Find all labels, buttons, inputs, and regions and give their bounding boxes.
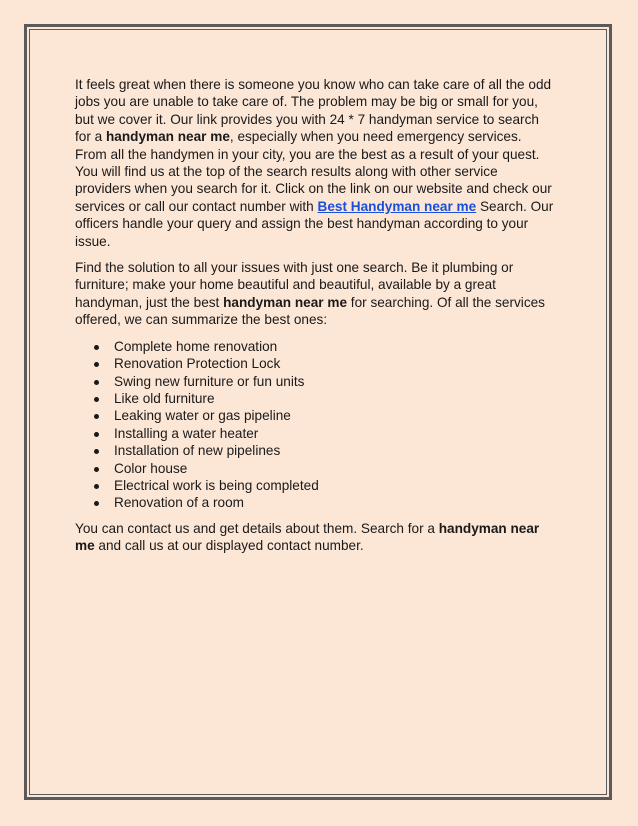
intro-paragraph: [75, 76, 555, 250]
services-list: [75, 338, 555, 512]
document-body: [75, 76, 555, 564]
intro-text-1: It feels great when there is someone you know who can take care of all the odd jobs you are unable to take care of. The problem may be big or small for you, but we cover it. Our link provides you with 24 * 7 handyman service to search for a: [75, 77, 552, 145]
contact-text-2: and call us at our displayed contact number.: [94, 538, 364, 554]
list-item: Leaking water or gas pipeline: [114, 407, 555, 424]
intro-text-3: Search. Our officers handle your query and assign the best handyman according to your issue.: [75, 198, 554, 249]
list-item: Swing new furniture or fun units: [114, 373, 555, 390]
contact-keyword: handyman near me: [75, 520, 540, 554]
list-item: Like old furniture: [114, 390, 555, 407]
list-item: Installation of new pipelines: [114, 442, 555, 459]
list-item: Renovation Protection Lock: [114, 355, 555, 372]
list-item: Color house: [114, 460, 555, 477]
list-item: Installing a water heater: [114, 425, 555, 442]
solution-keyword: handyman near me: [223, 294, 348, 310]
list-item: Electrical work is being completed: [114, 477, 555, 494]
solution-text-1: Find the solution to all your issues with just one search. Be it plumbing or furniture; make your home beautiful and beautiful, available by a great handyman, just the best: [75, 260, 514, 310]
best-handyman-link[interactable]: Best Handyman near me: [317, 198, 477, 214]
intro-keyword: handyman near me: [105, 129, 230, 145]
list-item: Complete home renovation: [114, 338, 555, 355]
contact-text-1: You can contact us and get details about them. Search for a: [75, 520, 439, 536]
intro-text-2: , especially when you need emergency services. From all the handymen in your city, you are the best as a result of your quest. You will find us at the top of the search results along with other service providers when you search for it. Click on the link on our website and check our services or call our contact number with: [75, 129, 552, 214]
contact-paragraph: [75, 520, 555, 555]
solution-text-2: for searching. Of all the services offered, we can summarize the best ones:: [75, 294, 545, 328]
list-item: Renovation of a room: [114, 494, 555, 511]
solution-paragraph: [75, 259, 555, 329]
